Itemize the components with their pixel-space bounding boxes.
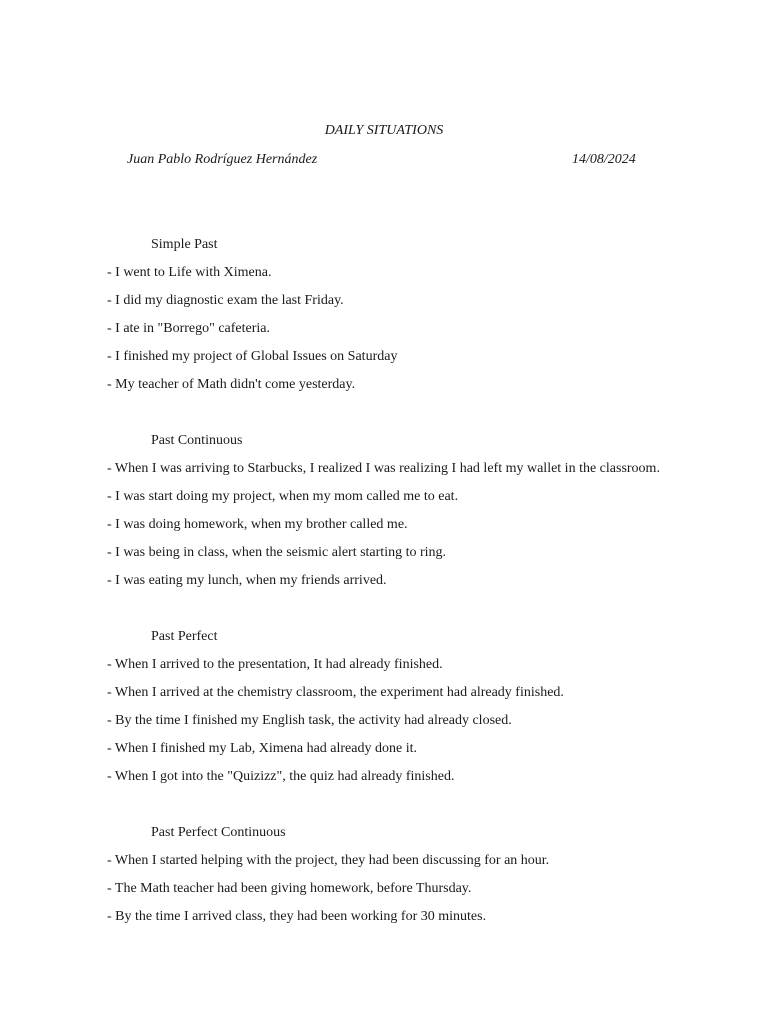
sentence: - I finished my project of Global Issues on Saturday — [107, 349, 398, 364]
sentence: - I did my diagnostic exam the last Friday. — [107, 293, 344, 308]
sentence: - I went to Life with Ximena. — [107, 265, 272, 280]
section-past-perfect — [107, 628, 747, 796]
document-title: DAILY SITUATIONS — [324, 123, 444, 138]
author-name: Juan Pablo Rodríguez Hernández — [127, 152, 318, 167]
sentence: - When I arrived at the chemistry classroom, the experiment had already finished. — [107, 685, 564, 700]
document-date: 14/08/2024 — [572, 152, 636, 167]
section-past-perfect-continuous — [107, 824, 747, 936]
sentence: - The Math teacher had been giving homework, before Thursday. — [107, 881, 472, 896]
section-heading: Simple Past — [151, 237, 218, 252]
sentence: - I ate in "Borrego" cafeteria. — [107, 321, 271, 336]
sentence: - When I got into the "Quizizz", the quiz had already finished. — [107, 769, 455, 784]
sentence: - I was doing homework, when my brother called me. — [107, 517, 408, 532]
section-simple-past — [107, 236, 747, 404]
section-heading: Past Continuous — [151, 433, 243, 448]
section-heading: Past Perfect Continuous — [151, 825, 286, 840]
sentence: - I was eating my lunch, when my friends arrived. — [107, 573, 387, 588]
sentence: - When I finished my Lab, Ximena had already done it. — [107, 741, 417, 756]
sentence: - By the time I arrived class, they had been working for 30 minutes. — [107, 909, 487, 924]
sentence: - My teacher of Math didn't come yesterday. — [107, 377, 356, 392]
sentence: - I was being in class, when the seismic alert starting to ring. — [107, 545, 447, 560]
document-body — [107, 236, 747, 936]
sentence: - I was start doing my project, when my mom called me to eat. — [107, 489, 459, 504]
sentence: - When I started helping with the project, they had been discussing for an hour. — [107, 853, 550, 868]
section-heading: Past Perfect — [151, 629, 218, 644]
sentence: - When I was arriving to Starbucks, I realized I was realizing I had left my wallet in the classroom. — [107, 461, 660, 476]
sentence: - By the time I finished my English task, the activity had already closed. — [107, 713, 512, 728]
sentence: - When I arrived to the presentation, It had already finished. — [107, 657, 443, 672]
section-past-continuous — [107, 432, 747, 600]
